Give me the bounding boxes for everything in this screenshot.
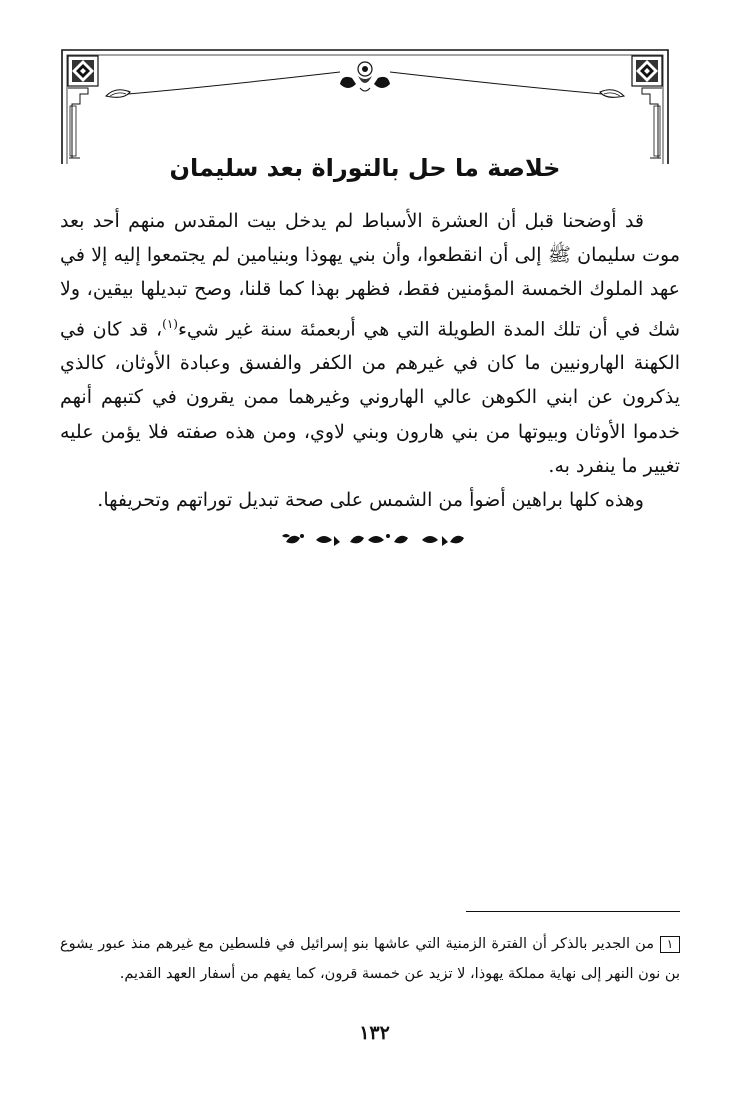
paragraph-1-part-b: ، قد كان في الكهنة الهارونيين ما كان في غيرهم من الكفر والفسق وعبادة الأوثان، كالذي يذكرون عن ابني الكوهن عالي الهاروني وغيرهما ممن يقرون في كتبهم أنهم خدموا الأوثان وبيوتها من بني هارون وبني لاوي، ومن هذه صفته فلا يؤمن عليه تغيير ما ينفرد به. — [60, 317, 680, 477]
footnote-marker: ١ — [660, 936, 680, 953]
footnote-paragraph — [60, 929, 680, 989]
footnote-separator — [466, 911, 680, 912]
footnote-reference[interactable]: (١) — [162, 316, 178, 331]
body-text — [60, 204, 680, 517]
paragraph-2: وهذه كلها براهين أضوأ من الشمس على صحة تبديل توراتهم وتحريفها. — [97, 488, 644, 511]
paragraph-1 — [60, 204, 680, 483]
page-number: ١٣٢ — [359, 1022, 390, 1044]
footnote — [60, 929, 680, 989]
footnote-text: من الجدير بالذكر أن الفترة الزمنية التي عاشها بنو إسرائيل في فلسطين مع غيرهم منذ عبور يشوع بن نون النهر إلى نهاية مملكة يهوذا، لا تزيد عن خمسة قرون، كما يفهم من أسفار العهد القديم. — [60, 936, 680, 982]
floral-divider-ornament-icon — [272, 528, 472, 550]
paragraph-1-part-a: قد أوضحنا قبل أن العشرة الأسباط لم يدخل بيت المقدس منهم أحد بعد موت سليمان ﷺ إلى أن انقطعوا، وأن بني يهوذا وبنيامين لم يجتمعوا إليه إلا في عهد الملوك الخمسة المؤمنين فقط، فظهر بهذا كما قلنا، وصح تبديلها بيقين، ولا شك في أن تلك المدة الطويلة التي هي أربعمئة سنة غير شيء — [60, 210, 680, 340]
chapter-title: خلاصة ما حل بالتوراة بعد سليمان — [169, 154, 561, 183]
ornamental-header-frame-icon — [58, 46, 672, 166]
